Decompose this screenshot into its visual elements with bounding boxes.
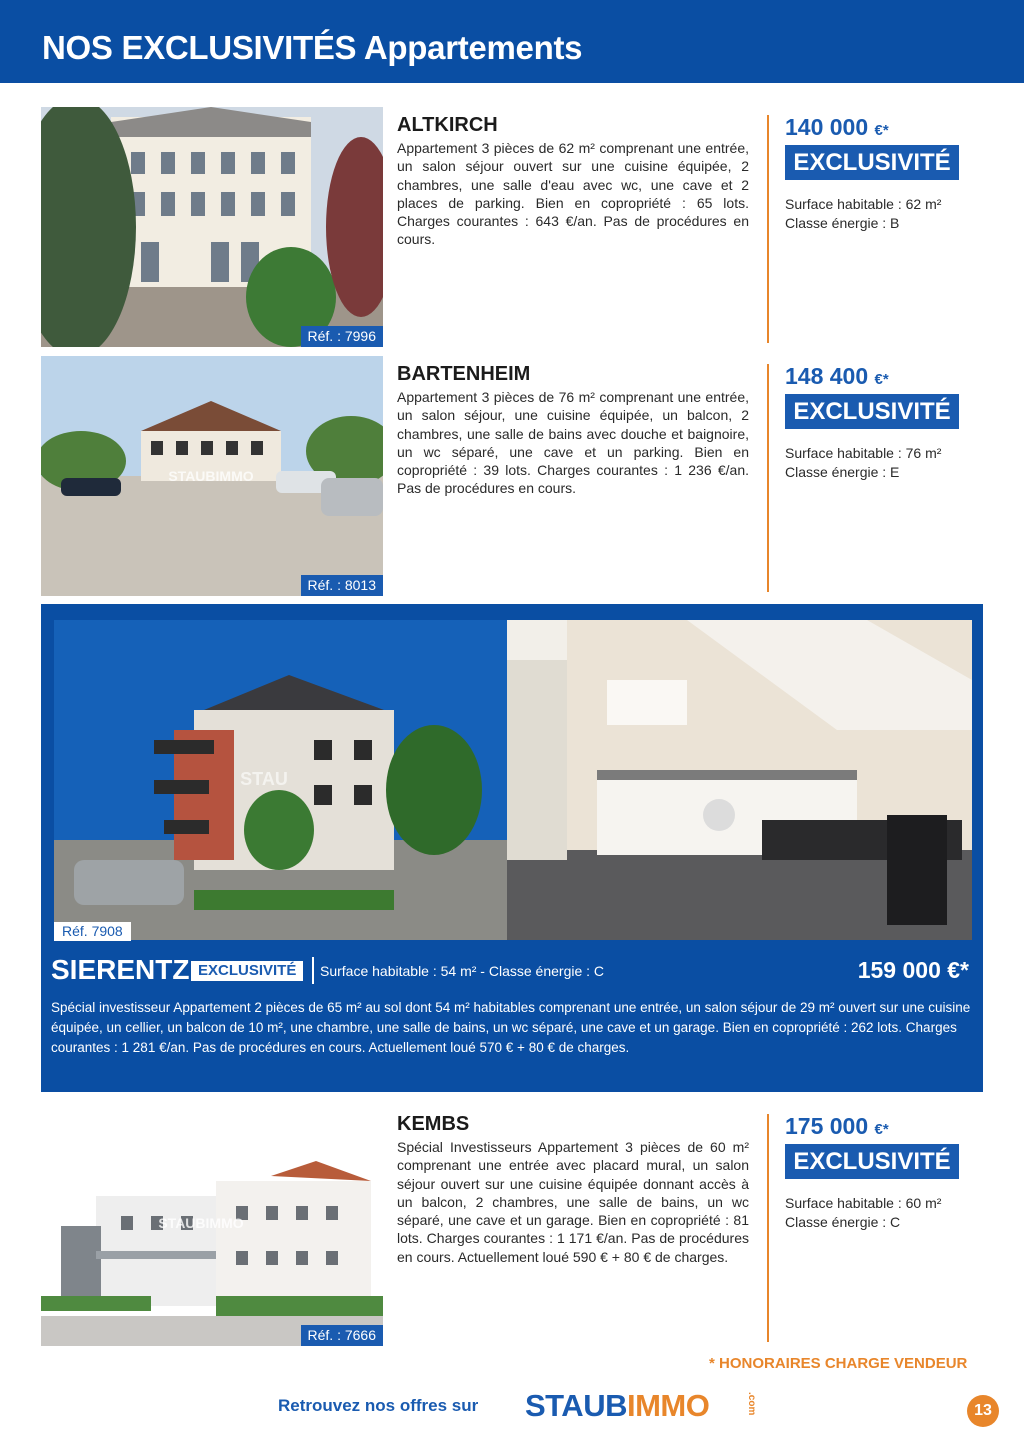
- listing-details: [785, 195, 941, 232]
- listing-city: ALTKIRCH: [397, 114, 498, 136]
- listing-altkirch[interactable]: [0, 107, 1024, 347]
- building-photo: [41, 1106, 383, 1346]
- building-photo: [41, 356, 383, 596]
- listing-price: 140 000 €*: [785, 114, 889, 140]
- listing-photo[interactable]: [41, 356, 383, 596]
- energy-class-text: Classe énergie : E: [785, 463, 900, 480]
- exclusivity-badge: EXCLUSIVITÉ: [785, 1144, 959, 1179]
- reference-label: Réf. 7908: [54, 922, 131, 941]
- exclusivity-badge: EXCLUSIVITÉ: [785, 145, 959, 180]
- featured-description: Spécial investisseur Appartement 2 pièces de 65 m² au sol dont 54 m² habitables comprenant une entrée, un salon séjour de 29 m² ouvert sur une cuisine équipée, un cellier, un balcon de 10 m², une chambre, une salle de bains, un wc séparé, une cave et un garage. Bien en copropriété : 262 lots. Charges courantes : 1 281 €/an. Pas de procédures en cours. Actuellement loué 570 € + 80 € de charges.: [51, 1000, 971, 1055]
- watermark-text: STAU: [240, 769, 288, 789]
- divider: [767, 1114, 769, 1342]
- page-title: NOS EXCLUSIVITÉS Appartements: [42, 29, 583, 66]
- listing-details: [785, 444, 941, 481]
- kitchen-photo: [507, 620, 972, 940]
- listing-price: 175 000 €*: [785, 1113, 889, 1139]
- listing-photo[interactable]: [41, 1106, 383, 1346]
- listing-bartenheim[interactable]: [0, 356, 1024, 596]
- exclusivity-badge: EXCLUSIVITÉ: [785, 394, 959, 429]
- footer-text: Retrouvez nos offres sur: [278, 1396, 479, 1415]
- reference-label: Réf. : 7666: [301, 1325, 384, 1346]
- featured-price: 159 000 €*: [857, 957, 969, 983]
- listing-photo[interactable]: [41, 107, 383, 347]
- listing-description: Appartement 3 pièces de 76 m² comprenant une entrée, un salon séjour, une cuisine équipée, un balcon, 2 chambres, une salle de bains avec douche et baignoire, un wc séparé, une cave et un parking. Bien en copropriété : 39 lots. Charges courantes : 1 236 €/an. Pas de procédures en cours.: [397, 389, 749, 497]
- building-photo: [41, 107, 383, 347]
- featured-kitchen-photo[interactable]: [507, 620, 972, 940]
- reference-label: Réf. : 8013: [301, 575, 384, 596]
- energy-class-text: Classe énergie : B: [785, 214, 900, 231]
- listing-description: Spécial Investisseurs Appartement 3 pièces de 60 m² comprenant une entrée avec placard mural, un salon séjour ouvert sur une cuisine équipée donnant accès à un balcon, 2 chambres, une salle de bains, un wc séparé, une cave et un garage. Bien en copropriété : 81 lots. Charges courantes : 1 171 €/an. Pas de procédures en cours. Actuellement loué 590 € + 80 € de charges.: [397, 1139, 749, 1265]
- surface-text: Surface habitable : 62 m²: [785, 196, 942, 212]
- listing-description: Appartement 3 pièces de 62 m² comprenant une entrée, un salon séjour ouvert sur une cuisine équipée, 2 chambres, une salle d'eau avec wc, une cave et 2 places de parking. Bien en copropriété : 65 lots. Charges courantes : 643 €/an. Pas de procédures en cours.: [397, 140, 749, 248]
- reference-label: Réf. : 7996: [301, 326, 384, 347]
- listing-city: KEMBS: [397, 1113, 470, 1135]
- featured-listing-sierentz[interactable]: [41, 604, 983, 1092]
- featured-city: SIERENTZ: [51, 954, 190, 985]
- divider: [767, 364, 769, 592]
- staubimmo-logo[interactable]: STAUBIMMO .com: [525, 1388, 757, 1423]
- divider: [767, 115, 769, 343]
- surface-text: Surface habitable : 76 m²: [785, 445, 942, 461]
- listing-kembs[interactable]: [0, 1106, 1024, 1346]
- fees-footnote: * HONORAIRES CHARGE VENDEUR: [709, 1355, 968, 1372]
- listing-city: BARTENHEIM: [397, 363, 531, 385]
- surface-text: Surface habitable : 60 m²: [785, 1195, 942, 1211]
- page-header: [0, 0, 1024, 83]
- watermark-text: STAUBIMMO: [158, 1215, 244, 1231]
- featured-exterior-photo[interactable]: [54, 620, 507, 940]
- exclusivity-badge: EXCLUSIVITÉ: [191, 961, 303, 981]
- divider: [312, 957, 314, 984]
- featured-details: Surface habitable : 54 m² - Classe énergie : C: [320, 963, 605, 979]
- listing-price: 148 400 €*: [785, 363, 889, 389]
- listing-details: [785, 1194, 941, 1231]
- page-number: 13: [967, 1395, 999, 1427]
- watermark-text: STAUBIMMO: [168, 468, 254, 484]
- building-photo: [54, 620, 507, 940]
- energy-class-text: Classe énergie : C: [785, 1213, 901, 1230]
